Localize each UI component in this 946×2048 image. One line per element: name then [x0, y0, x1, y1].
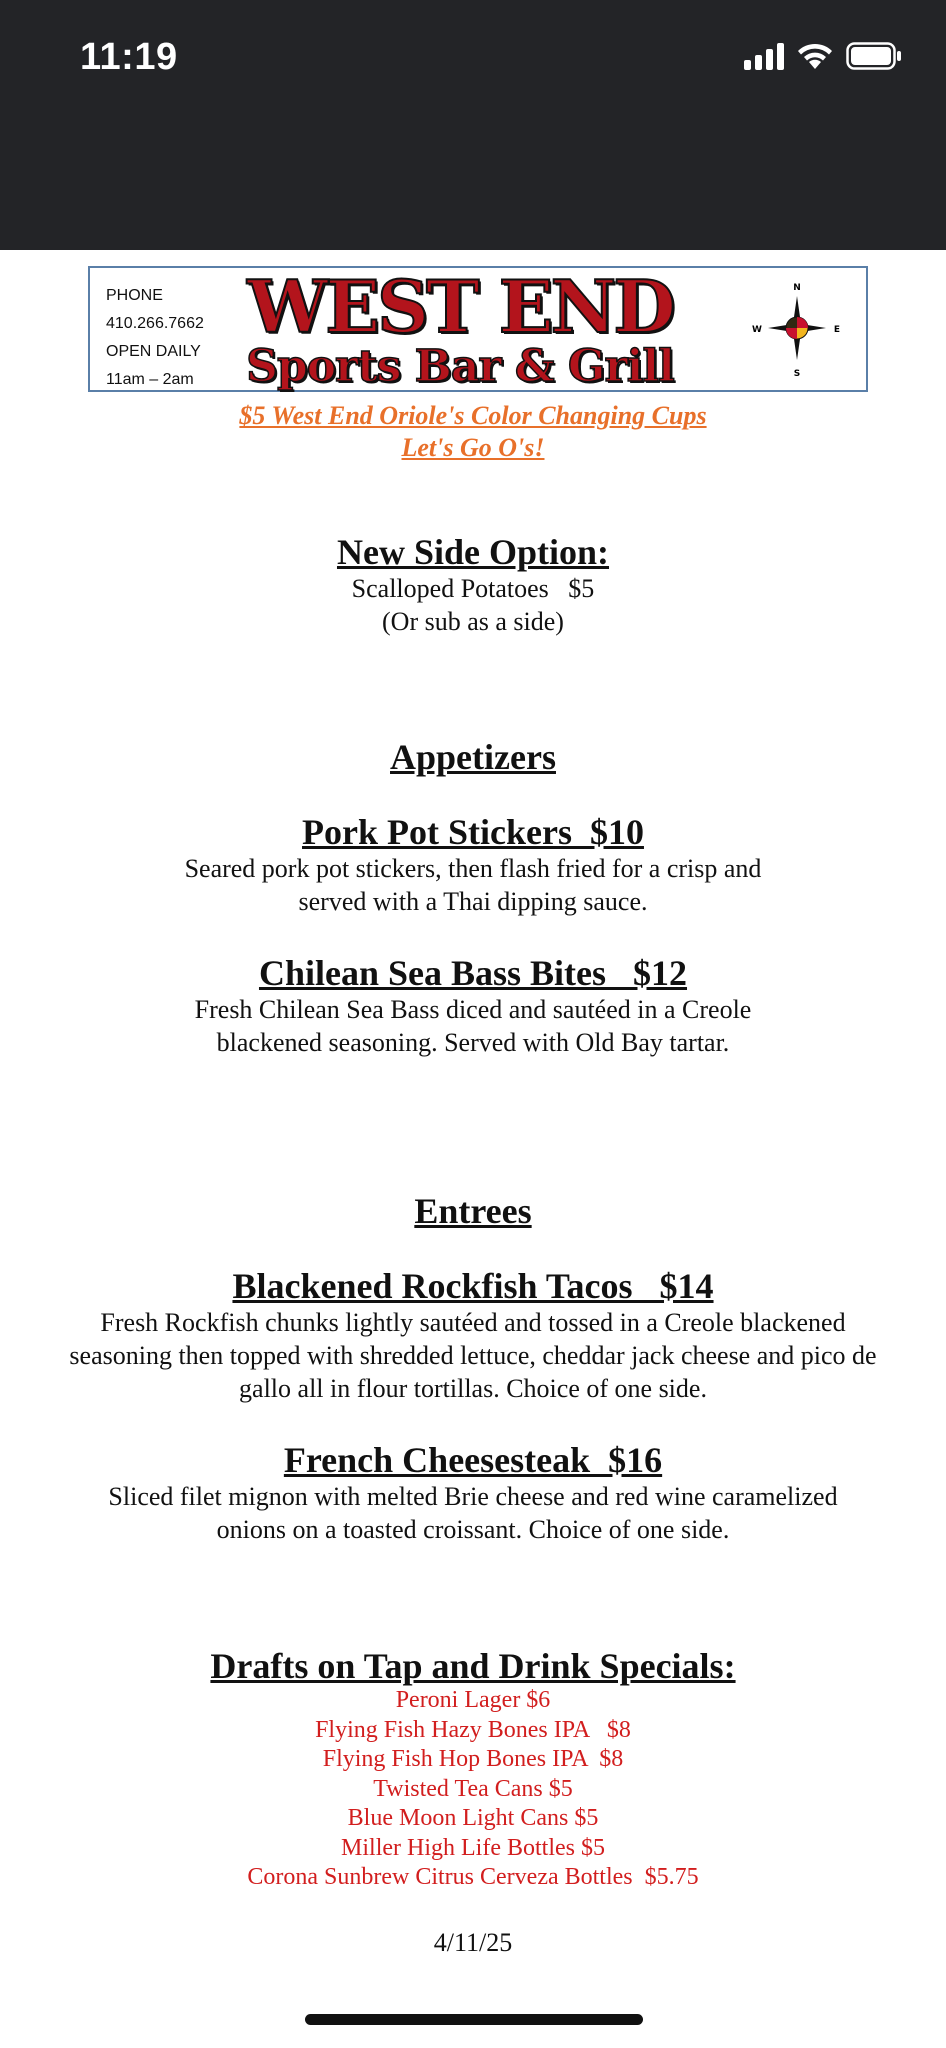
appetizer-description-line: blackened seasoning. Served with Old Bay tartar. [216, 1028, 730, 1057]
side-option-item: Scalloped Potatoes $5 [351, 574, 595, 603]
menu-date: 4/11/25 [433, 1928, 513, 1957]
status-icons [744, 42, 902, 70]
compass-e: E [833, 325, 841, 335]
appetizer-description-line: Fresh Chilean Sea Bass diced and sautéed in a Creole [194, 995, 752, 1024]
compass-s: S [793, 369, 801, 378]
home-indicator[interactable] [305, 2014, 643, 2025]
menu-page[interactable] [0, 250, 946, 2048]
entree-description-line: gallo all in flour tortillas. Choice of one side. [239, 1374, 707, 1403]
compass-icon [752, 278, 842, 383]
promo-line-1[interactable]: $5 West End Oriole's Color Changing Cups [239, 401, 707, 430]
entree-description-line: seasoning then topped with shredded lettuce, cheddar jack cheese and pico de [69, 1341, 877, 1370]
hours: 11am – 2am [106, 371, 194, 388]
status-time: 11:19 [80, 36, 178, 78]
open-daily-label: OPEN DAILY [106, 343, 201, 360]
entree-title: French Cheesesteak $16 [283, 1440, 663, 1480]
side-option-note: (Or sub as a side) [382, 607, 564, 636]
compass-n: N [793, 283, 801, 293]
status-bar [0, 0, 946, 250]
drink-item: Corona Sunbrew Citrus Cerveza Bottles $5.75 [247, 1864, 699, 1890]
drink-item: Flying Fish Hazy Bones IPA $8 [315, 1716, 631, 1743]
entree-description-line: onions on a toasted croissant. Choice of one side. [216, 1515, 730, 1544]
cellular-signal-icon [744, 42, 784, 70]
phone-label: PHONE [106, 287, 163, 304]
drink-item: Miller High Life Bottles $5 [341, 1834, 605, 1861]
entree-description-line: Sliced filet mignon with melted Brie cheese and red wine caramelized [108, 1482, 838, 1511]
drinks-heading: Drafts on Tap and Drink Specials: [210, 1646, 736, 1686]
drink-item: Blue Moon Light Cans $5 [347, 1805, 599, 1831]
appetizer-title: Pork Pot Stickers $10 [302, 812, 644, 852]
appetizer-description-line: Seared pork pot stickers, then flash fried for a crisp and [184, 854, 762, 883]
restaurant-name [230, 264, 690, 392]
drink-item: Twisted Tea Cans $5 [373, 1775, 573, 1802]
phone-number: 410.266.7662 [106, 315, 204, 332]
wifi-icon [796, 42, 834, 70]
battery-icon [846, 42, 902, 70]
restaurant-name-line1: WEST END [247, 264, 673, 349]
entree-description-line: Fresh Rockfish chunks lightly sautéed and tossed in a Creole blackened [100, 1308, 846, 1337]
drink-item: Flying Fish Hop Bones IPA $8 [322, 1746, 624, 1772]
restaurant-name-line2: Sports Bar & Grill [246, 341, 674, 392]
appetizers-heading: Appetizers [390, 737, 556, 777]
side-option-heading: New Side Option: [336, 532, 610, 572]
promo-line-2[interactable]: Let's Go O's! [401, 433, 545, 462]
compass-w: W [752, 325, 762, 335]
drink-item: Peroni Lager $6 [395, 1687, 551, 1713]
contact-info [106, 282, 204, 394]
appetizer-title: Chilean Sea Bass Bites $12 [258, 953, 688, 993]
restaurant-logo-banner [88, 266, 868, 392]
entree-title: Blackened Rockfish Tacos $14 [232, 1266, 714, 1306]
entrees-heading: Entrees [414, 1191, 532, 1231]
appetizer-description-line: served with a Thai dipping sauce. [298, 887, 648, 916]
